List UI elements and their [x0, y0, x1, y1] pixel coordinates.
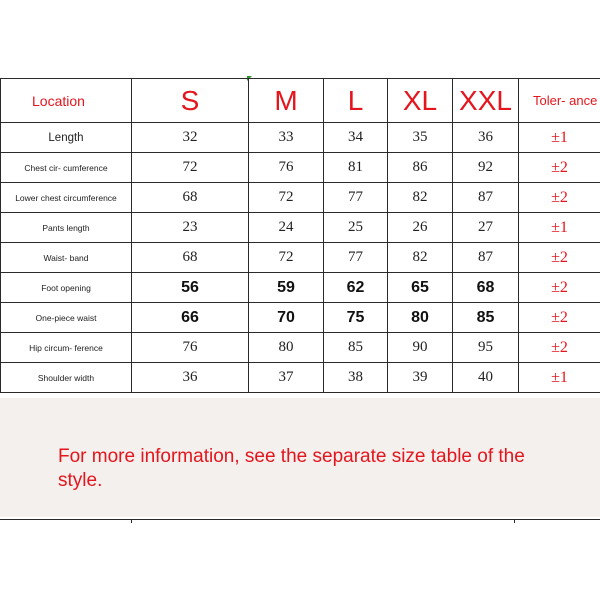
- size-value-cell: 33: [249, 123, 324, 153]
- size-value-cell: 25: [324, 213, 388, 243]
- size-value-cell: 80: [388, 303, 453, 333]
- location-header: Location: [1, 79, 132, 123]
- size-value-cell: 34: [324, 123, 388, 153]
- size-value-cell: 90: [388, 333, 453, 363]
- size-value-cell: 62: [324, 273, 388, 303]
- size-value-cell: 80: [249, 333, 324, 363]
- row-label-chest-cir-cumference: Chest cir- cumference: [1, 153, 132, 183]
- size-header-m: M: [249, 79, 324, 123]
- size-value-cell: 27: [453, 213, 519, 243]
- row-label-shoulder-width: Shoulder width: [1, 363, 132, 393]
- size-value-cell: 68: [453, 273, 519, 303]
- tolerance-header: Toler- ance: [519, 79, 600, 123]
- size-value-cell: 86: [388, 153, 453, 183]
- size-value-cell: 92: [453, 153, 519, 183]
- size-value-cell: 72: [132, 153, 249, 183]
- table-row: [1, 213, 600, 243]
- row-label-hip-circum-ference: Hip circum- ference: [1, 333, 132, 363]
- size-value-cell: 81: [324, 153, 388, 183]
- table-row: [1, 363, 600, 393]
- row-label-one-piece-waist: One-piece waist: [1, 303, 132, 333]
- size-value-cell: 76: [132, 333, 249, 363]
- size-value-cell: 68: [132, 243, 249, 273]
- size-value-cell: 87: [453, 183, 519, 213]
- tolerance-value: ±2: [519, 333, 600, 363]
- row-label-length: Length: [1, 123, 132, 153]
- size-value-cell: 35: [388, 123, 453, 153]
- tolerance-value: ±1: [519, 363, 600, 393]
- table-row: [1, 273, 600, 303]
- size-value-cell: 70: [249, 303, 324, 333]
- size-value-cell: 38: [324, 363, 388, 393]
- size-value-cell: 40: [453, 363, 519, 393]
- tolerance-value: ±2: [519, 183, 600, 213]
- size-table: [0, 78, 600, 393]
- tolerance-value: ±2: [519, 243, 600, 273]
- size-value-cell: 32: [132, 123, 249, 153]
- size-value-cell: 76: [249, 153, 324, 183]
- size-value-cell: 72: [249, 183, 324, 213]
- tolerance-value: ±1: [519, 213, 600, 243]
- size-value-cell: 23: [132, 213, 249, 243]
- table-bottom-border: [0, 519, 600, 520]
- table-row: [1, 183, 600, 213]
- column-divider: [514, 519, 515, 523]
- size-value-cell: 77: [324, 243, 388, 273]
- table-row: [1, 123, 600, 153]
- size-value-cell: 82: [388, 243, 453, 273]
- tolerance-value: ±2: [519, 153, 600, 183]
- table-row: [1, 153, 600, 183]
- size-value-cell: 68: [132, 183, 249, 213]
- table-row: [1, 333, 600, 363]
- size-value-cell: 82: [388, 183, 453, 213]
- info-note: For more information, see the separate size table of the style.: [58, 446, 525, 491]
- size-value-cell: 36: [453, 123, 519, 153]
- size-value-cell: 72: [249, 243, 324, 273]
- row-label-lower-chest-circumference: Lower chest circumference: [1, 183, 132, 213]
- table-row: [1, 243, 600, 273]
- header-row: [1, 79, 600, 123]
- row-label-pants-length: Pants length: [1, 213, 132, 243]
- size-header-xxl: XXL: [453, 79, 519, 123]
- row-label-foot-opening: Foot opening: [1, 273, 132, 303]
- tolerance-value: ±2: [519, 273, 600, 303]
- size-value-cell: 87: [453, 243, 519, 273]
- size-value-cell: 37: [249, 363, 324, 393]
- column-divider: [131, 519, 132, 523]
- row-label-waist-band: Waist- band: [1, 243, 132, 273]
- tolerance-value: ±1: [519, 123, 600, 153]
- size-value-cell: 26: [388, 213, 453, 243]
- size-value-cell: 95: [453, 333, 519, 363]
- tolerance-value: ±2: [519, 303, 600, 333]
- size-value-cell: 65: [388, 273, 453, 303]
- size-value-cell: 66: [132, 303, 249, 333]
- size-value-cell: 56: [132, 273, 249, 303]
- size-value-cell: 75: [324, 303, 388, 333]
- size-header-xl: XL: [388, 79, 453, 123]
- size-value-cell: 36: [132, 363, 249, 393]
- size-value-cell: 85: [324, 333, 388, 363]
- size-value-cell: 85: [453, 303, 519, 333]
- table-row: [1, 303, 600, 333]
- size-value-cell: 39: [388, 363, 453, 393]
- size-header-l: L: [324, 79, 388, 123]
- size-value-cell: 24: [249, 213, 324, 243]
- size-value-cell: 59: [249, 273, 324, 303]
- size-header-s: S: [132, 79, 249, 123]
- size-value-cell: 77: [324, 183, 388, 213]
